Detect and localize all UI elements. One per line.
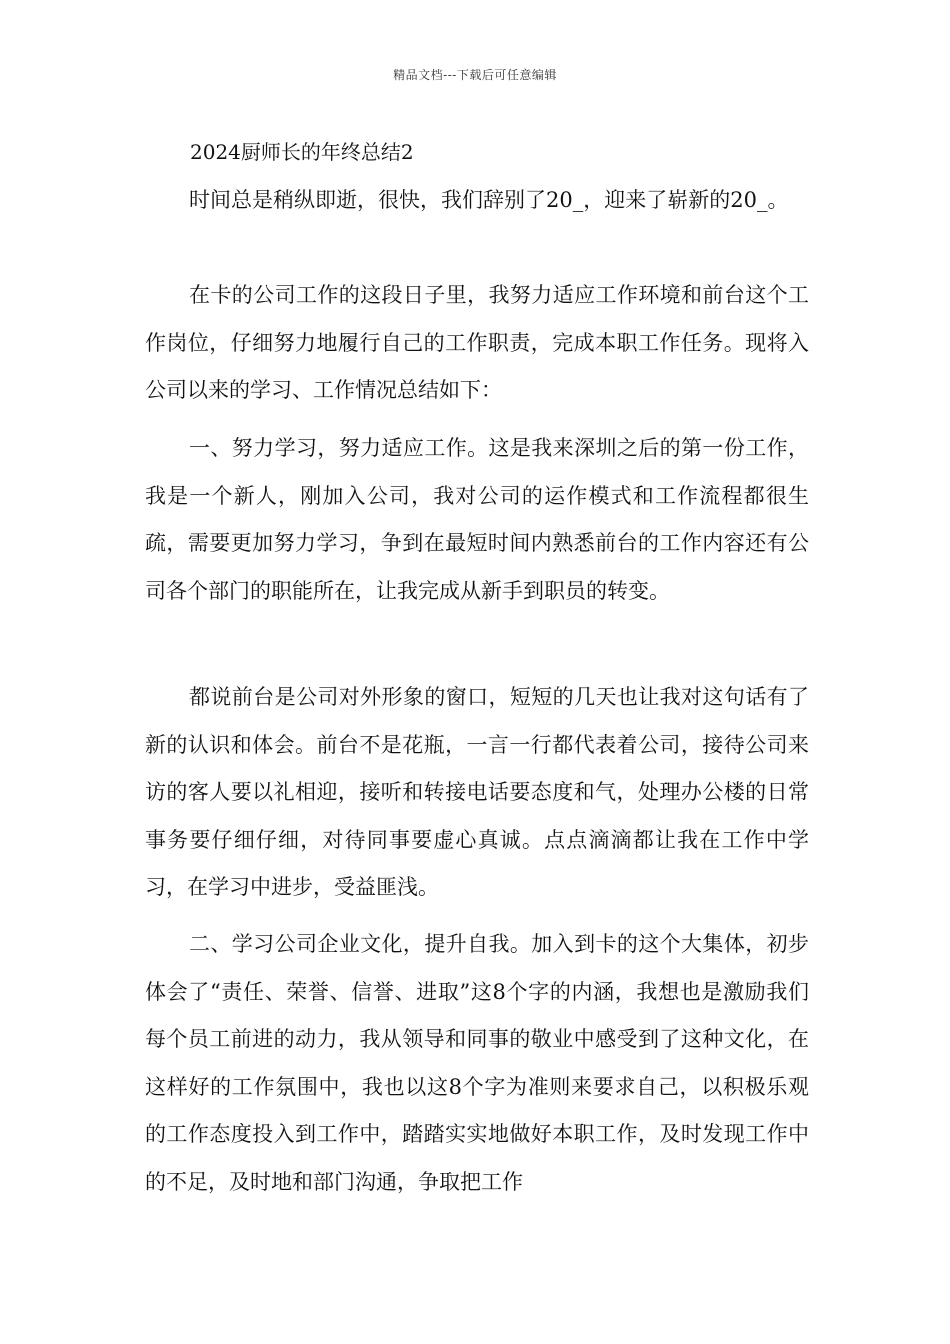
document-title: 2024厨师长的年终总结2 bbox=[190, 140, 414, 164]
paragraph-text: 一、努力学习，努力适应工作。这是我来深圳之后的第一份工作，我是一个新人，刚加入公司，我对公司的运作模式和工作流程都很生疏，需要更加努力学习，争到在最短时间内熟悉前台的工作内容还有公司各个部门的职能所在，让我完成从新手到职员的转变。 bbox=[145, 436, 809, 603]
paragraph-5 bbox=[145, 921, 809, 1206]
paragraph-3 bbox=[145, 425, 809, 615]
paragraph-text: 二、学习公司企业文化，提升自我。加入到卡的这个大集体，初步体会了“责任、荣誉、信誉、进取”这8个字的内涵，我想也是激励我们每个员工前进的动力，我从领导和同事的敬业中感受到了这种文化，在这样好的工作氛围中，我也以这8个字为准则来要求自己，以积极乐观的工作态度投入到工作中，踏踏实实地做好本职工作，及时发现工作中的不足，及时地和部门沟通，争取把工作 bbox=[145, 932, 809, 1194]
header-note: 精品文档---下载后可任意编辑 bbox=[393, 68, 557, 82]
paragraph-4 bbox=[145, 674, 809, 912]
paragraph-text: 在卡的公司工作的这段日子里，我努力适应工作环境和前台这个工作岗位，仔细努力地履行自己的工作职责，完成本职工作任务。现将入公司以来的学习、工作情况总结如下： bbox=[145, 283, 809, 402]
paragraph-1 bbox=[145, 177, 809, 225]
paragraph-2 bbox=[145, 272, 809, 415]
paragraph-text: 时间总是稍纵即逝，很快，我们辞别了20_，迎来了崭新的20_。 bbox=[189, 188, 789, 212]
paragraph-text: 都说前台是公司对外形象的窗口，短短的几天也让我对这句话有了新的认识和体会。前台不是花瓶，一言一行都代表着公司，接待公司来访的客人要以礼相迎，接听和转接电话要态度和气，处理办公楼的日常事务要仔细仔细，对待同事要虚心真诚。点点滴滴都让我在工作中学习，在学习中进步，受益匪浅。 bbox=[145, 685, 809, 899]
